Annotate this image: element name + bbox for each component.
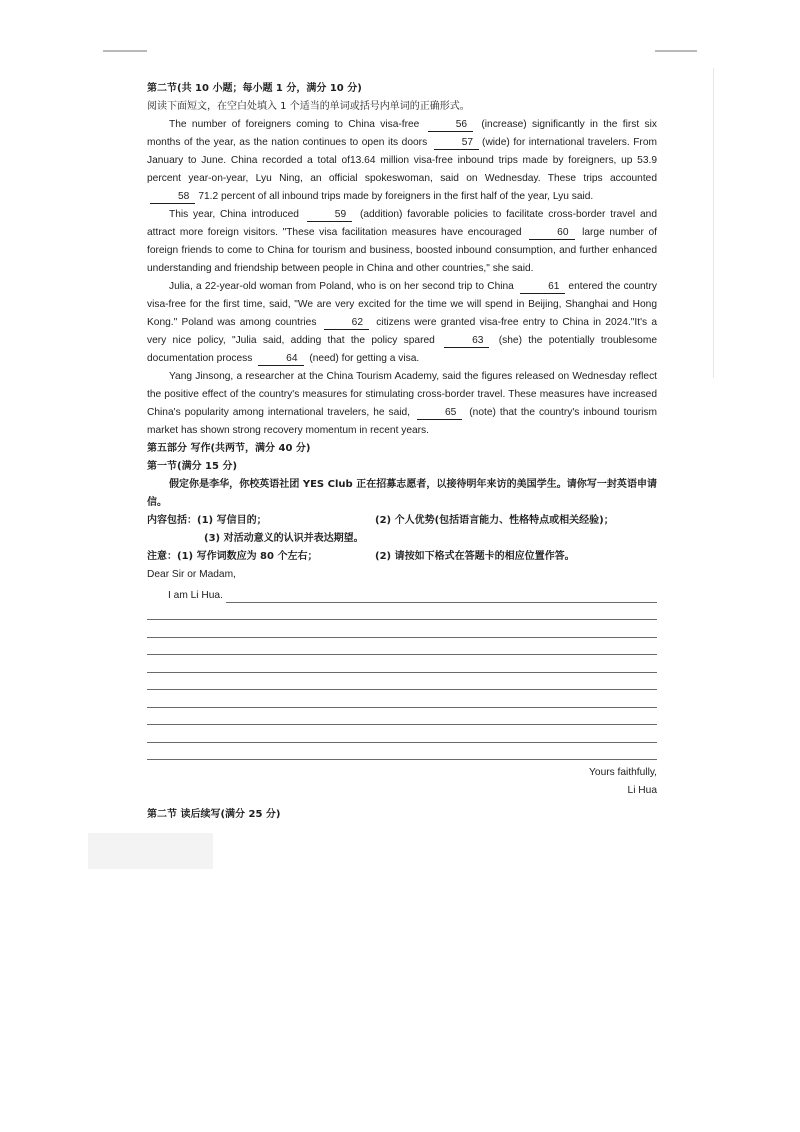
note-2: (2) 请按如下格式在答题卡的相应位置作答。 [375, 551, 575, 562]
content-requirement-2: (2) 个人优势(包括语言能力、性格特点或相关经验)； [375, 515, 614, 526]
section-header: 第二节(共 10 小题；每小题 1 分，满分 10 分) [147, 83, 362, 94]
scan-smudge [88, 833, 213, 869]
answer-line [147, 673, 657, 691]
blank-60: 60 [529, 226, 574, 240]
note-1: 注意：(1) 写作词数应为 80 个左右； [147, 551, 318, 562]
content-requirement-1: 内容包括：(1) 写信目的； [147, 515, 267, 526]
blank-58: 58 [150, 190, 195, 204]
exam-page [147, 80, 657, 824]
writing-notes [147, 548, 657, 566]
passage-paragraph-2: This year, China introduced 59 (addition) favorable policies to facilitate cross-border travel and attract more foreign visitors. "These visa facilitation measures have encouraged 60 large number of foreign friends to come to China for tourism and business, boosted inbound consumption, and further enhanced understanding and friendship between people in China and other countries," she said. [147, 209, 658, 274]
letter-starter: I am Li Hua. [168, 589, 223, 601]
content-requirement-3: (3) 对活动意义的认识并表达期望。 [204, 533, 364, 544]
answer-line [147, 725, 657, 743]
content-requirements [147, 512, 657, 530]
passage-paragraph-1: The number of foreigners coming to China visa-free 56 (increase) significantly in the first six months of the year, as the nation continues to open its doors 57 (wide) for international travelers. From January to June. China recorded a total of13.64 million visa-free inbound trips made by foreigners, up 53.9 percent year-on-year, Lyu Ning, an official spokeswoman, said on Wednesday. These trips accounted 58 71.2 percent of all inbound trips made by foreigners in the first half of the year, Lyu said. [147, 119, 658, 202]
blank-61: 61 [520, 280, 565, 294]
passage-paragraph-3: Julia, a 22-year-old woman from Poland, who is on her second trip to China 61 entered the country visa-free for the first time, said, "We are very excited for the time we will spend in Beijing, Shanghai and Hong Kong." Poland was among countries 62 citizens were granted visa-free entry to China in 2024."It's a very nice policy, "Julia said, adding that the policy spared 63 (she) the potentially troublesome documentation process 64 (need) for getting a visa. [147, 281, 658, 364]
blank-62: 62 [324, 316, 369, 330]
answer-line-rest [226, 588, 657, 603]
blank-57: 57 [434, 136, 479, 150]
letter-closing: Yours faithfully, [589, 767, 657, 778]
scan-edge [713, 68, 714, 378]
blank-63: 63 [444, 334, 489, 348]
answer-line [147, 708, 657, 726]
passage-paragraph-4: Yang Jinsong, a researcher at the China Tourism Academy, said the figures released on Wednesday reflect the positive effect of the country's measures for stimulating cross-border travel. These measures have increased China's popularity among international travelers, he said, 65 (note) that the country's inbound tourism market has shown strong recovery momentum in recent years. [147, 371, 657, 436]
answer-line [147, 690, 657, 708]
blank-64: 64 [258, 352, 303, 366]
instruction: 阅读下面短文，在空白处填入 1 个适当的单词或括号内单词的正确形式。 [147, 101, 470, 112]
answer-line [147, 655, 657, 673]
blank-59: 59 [307, 208, 352, 222]
answer-line [147, 603, 657, 621]
letter-signoff [147, 764, 657, 800]
answer-line [147, 638, 657, 656]
writing-prompt: 假定你是李华，你校英语社团 YES Club 正在招募志愿者，以接待明年来访的美国学生。请你写一封英语申请信。 [147, 479, 657, 508]
answer-line [147, 743, 657, 761]
answer-lines [147, 586, 657, 760]
blank-56: 56 [428, 118, 473, 132]
corner-mark [655, 50, 697, 52]
writing-section2-header: 第二节 读后续写(满分 25 分) [147, 809, 281, 820]
part5-header: 第五部分 写作(共两节，满分 40 分) [147, 443, 311, 454]
answer-line-first [147, 586, 657, 603]
letter-signature: Li Hua [627, 785, 657, 796]
corner-mark [103, 50, 147, 52]
blank-65: 65 [417, 406, 462, 420]
letter-salutation: Dear Sir or Madam, [147, 569, 236, 580]
writing-section1-header: 第一节(满分 15 分) [147, 461, 238, 472]
answer-line [147, 620, 657, 638]
